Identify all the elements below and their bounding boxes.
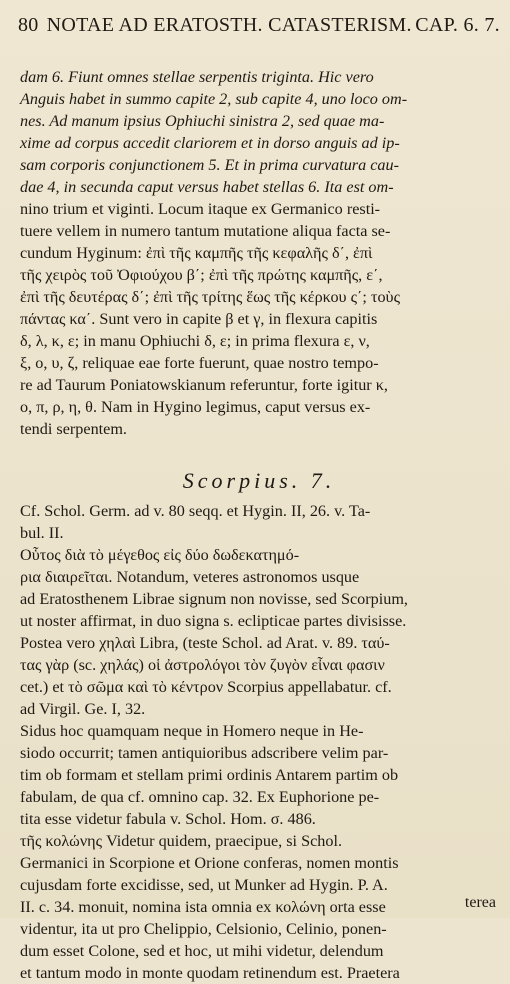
text-line: tendi serpentem.	[20, 420, 127, 438]
text-line: tita esse videtur fabula v. Schol. Hom. σ. 486.	[20, 810, 316, 828]
text-line: cundum Hyginum: ἐπὶ τῆς καμπῆς τῆς κεφαλῆς δ΄, ἐπὶ	[20, 244, 373, 262]
text-line: et tantum modo in monte quodam retinendum est. Praetera	[20, 964, 400, 982]
text-line: ἐπὶ τῆς δευτέρας δ΄; ἐπὶ τῆς τρίτης ἕως τῆς κέρκου ς΄; τοὺς	[20, 288, 400, 306]
text-line: ut noster affirmat, in duo signa s. eclipticae partes divisisse.	[20, 612, 407, 630]
text-line: cet.) et τὸ σῶμα καὶ τὸ κέντρον Scorpius appellabatur. cf.	[20, 678, 392, 696]
text-line: tim ob formam et stellam primi ordinis Antarem partim ob	[20, 766, 399, 784]
text-line: tuere vellem in numero tantum mutatione aliqua facta se-	[20, 222, 391, 240]
text-line: ad Eratosthenem Librae signum non novisse, sed Scorpium,	[20, 590, 408, 608]
text-line: fabulam, de qua cf. omnino cap. 32. Ex Euphorione pe-	[20, 788, 380, 806]
text-line: τας γὰρ (sc. χηλάς) οἱ ἀστρολόγοι τὸν ζυγὸν εἶναι φασιν	[20, 656, 385, 674]
text-line: Cf. Schol. Germ. ad v. 80 seqq. et Hygin. II, 26. v. Ta-	[20, 502, 371, 520]
text-line: τῆς κολώνης Videtur quidem, praecipue, si Schol.	[20, 832, 343, 850]
text-line: re ad Taurum Poniatowskianum referuntur, forte igitur κ,	[20, 376, 388, 394]
page-number: 80	[18, 14, 39, 36]
text-line: sam corporis conjunctionem 5. Et in prima curvatura cau-	[20, 156, 400, 174]
text-line: II. c. 34. monuit, nomina ista omnia ex κολώνη orta esse	[20, 898, 386, 916]
paragraph-colone	[20, 830, 498, 984]
text-line: Οὗτος διὰ τὸ μέγεθος εἰς δύο δωδεκατημό-	[20, 546, 300, 564]
catchword: terea	[464, 894, 496, 911]
text-line: Anguis habet in summo capite 2, sub capite 4, uno loco om-	[20, 90, 408, 108]
text-line: dum esset Colone, sed et hoc, ut mihi videtur, delendum	[20, 942, 384, 960]
text-line: nes. Ad manum ipsius Ophiuchi sinistra 2, sed quae ma-	[20, 112, 385, 130]
paragraph-references	[20, 500, 498, 544]
text-line: siodo occurrit; tamen antiquioribus adscribere velim par-	[20, 744, 389, 762]
text-line: bul. II.	[20, 524, 64, 542]
text-line: πάντας κα΄. Sunt vero in capite β et γ, in flexura capitis	[20, 310, 378, 328]
text-line: ad Virgil. Ge. I, 32.	[20, 700, 146, 718]
paragraph-antares	[20, 720, 498, 830]
spacer	[20, 440, 498, 460]
text-line: Sidus hoc quamquam neque in Homero neque in He-	[20, 722, 364, 740]
text-line: dam 6. Fiunt omnes stellae serpentis triginta. Hic vero	[20, 68, 374, 86]
text-line: Germanici in Scorpione et Orione conferas, nomen montis	[20, 854, 399, 872]
text-line: videntur, ita ut pro Chelippio, Celsionio, Celinio, ponen-	[20, 920, 387, 938]
page-body	[20, 66, 498, 984]
text-line: cujusdam forte excidisse, sed, ut Munker ad Hygin. P. A.	[20, 876, 388, 894]
paragraph-libra	[20, 544, 498, 720]
text-line: ο, π, ρ, η, θ. Nam in Hygino legimus, caput versus ex-	[20, 398, 371, 416]
text-line: nino trium et viginti. Locum itaque ex Germanico resti-	[20, 200, 381, 218]
running-header	[18, 14, 500, 44]
chapter-reference: CAP. 6. 7.	[415, 14, 500, 36]
text-line: dae 4, in secunda caput versus habet stellas 6. Ita est om-	[20, 178, 394, 196]
paragraph-serpens	[20, 66, 498, 440]
section-heading: Scorpius. 7.	[182, 468, 336, 493]
text-line: ρια διαιρεῖται. Notandum, veteres astronomos usque	[20, 568, 360, 586]
text-line: Postea vero χηλαὶ Libra, (teste Schol. ad Arat. v. 89. ταύ-	[20, 634, 390, 652]
text-line: δ, λ, κ, ε; in manu Ophiuchi δ, ε; in prima flexura ε, ν,	[20, 332, 370, 350]
text-line: xime ad corpus accedit clariorem et in dorso anguis ad ip-	[20, 134, 400, 152]
text-line: ξ, ο, υ, ζ, reliquae eae forte fuerunt, quae nostro tempo-	[20, 354, 379, 372]
text-line: τῆς χειρὸς τοῦ Ὀφιούχου β΄; ἐπὶ τῆς πρώτης καμπῆς, ε΄,	[20, 266, 383, 284]
running-title: NOTAE AD ERATOSTH. CATASTERISM.	[46, 14, 412, 36]
